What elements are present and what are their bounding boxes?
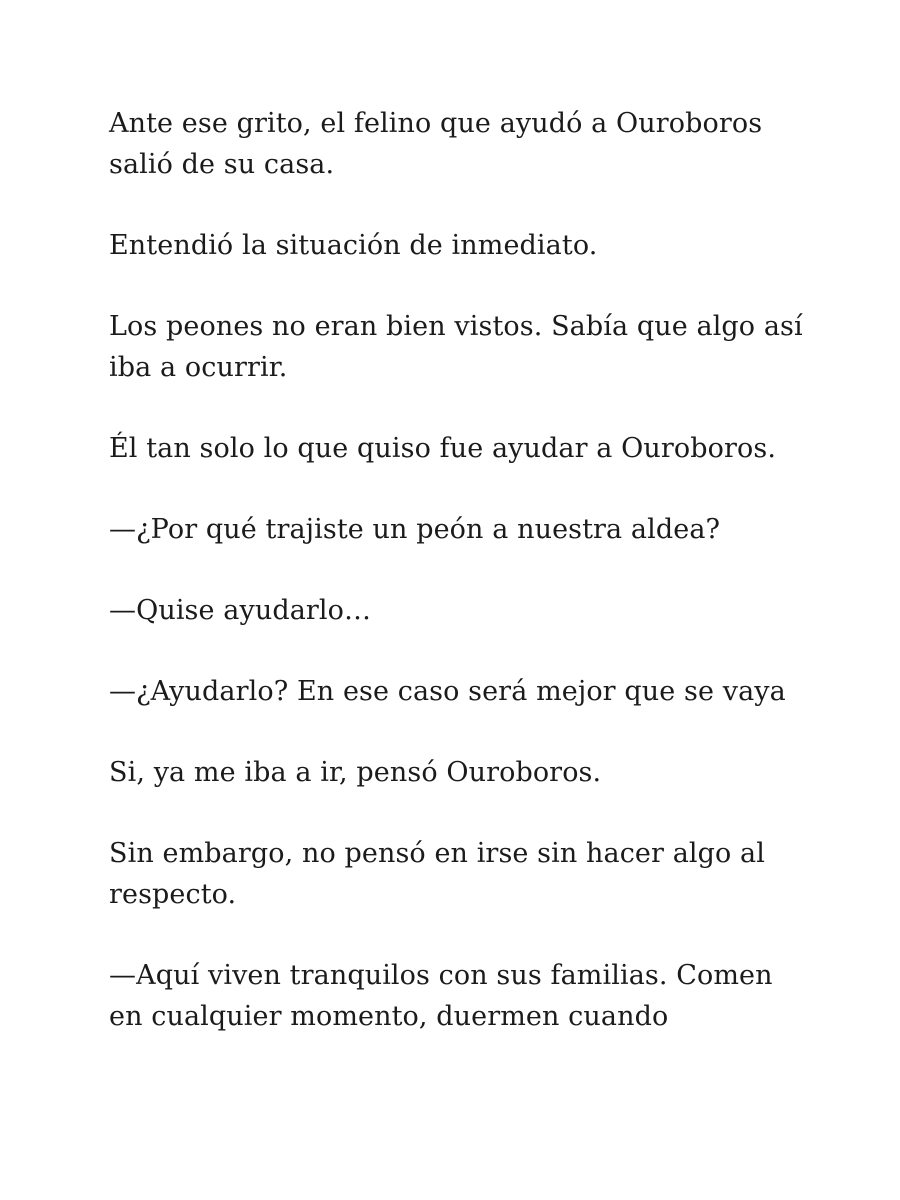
- paragraph-1: Ante ese grito, el felino que ayudó a Ouroboros salió de su casa.: [109, 108, 763, 180]
- paragraph-2: Entendió la situación de inmediato.: [109, 230, 598, 261]
- dialogue-line-3: —¿Ayudarlo? En ese caso será mejor que se vaya: [109, 676, 786, 707]
- paragraph-9: Sin embargo, no pensó en irse sin hacer algo al respecto.: [109, 838, 765, 910]
- dialogue-line-1: —¿Por qué trajiste un peón a nuestra aldea?: [109, 514, 721, 545]
- paragraph-4: Él tan solo lo que quiso fue ayudar a Ouroboros.: [109, 433, 776, 464]
- dialogue-line-4: —Aquí viven tranquilos con sus familias. Comen en cualquier momento, duermen cuando: [109, 960, 773, 1032]
- story-text: [109, 103, 809, 1077]
- paragraph-8: Si, ya me iba a ir, pensó Ouroboros.: [109, 757, 602, 788]
- dialogue-line-2: —Quise ayudarlo…: [109, 595, 372, 626]
- paragraph-3: Los peones no eran bien vistos. Sabía que algo así iba a ocurrir.: [109, 311, 803, 383]
